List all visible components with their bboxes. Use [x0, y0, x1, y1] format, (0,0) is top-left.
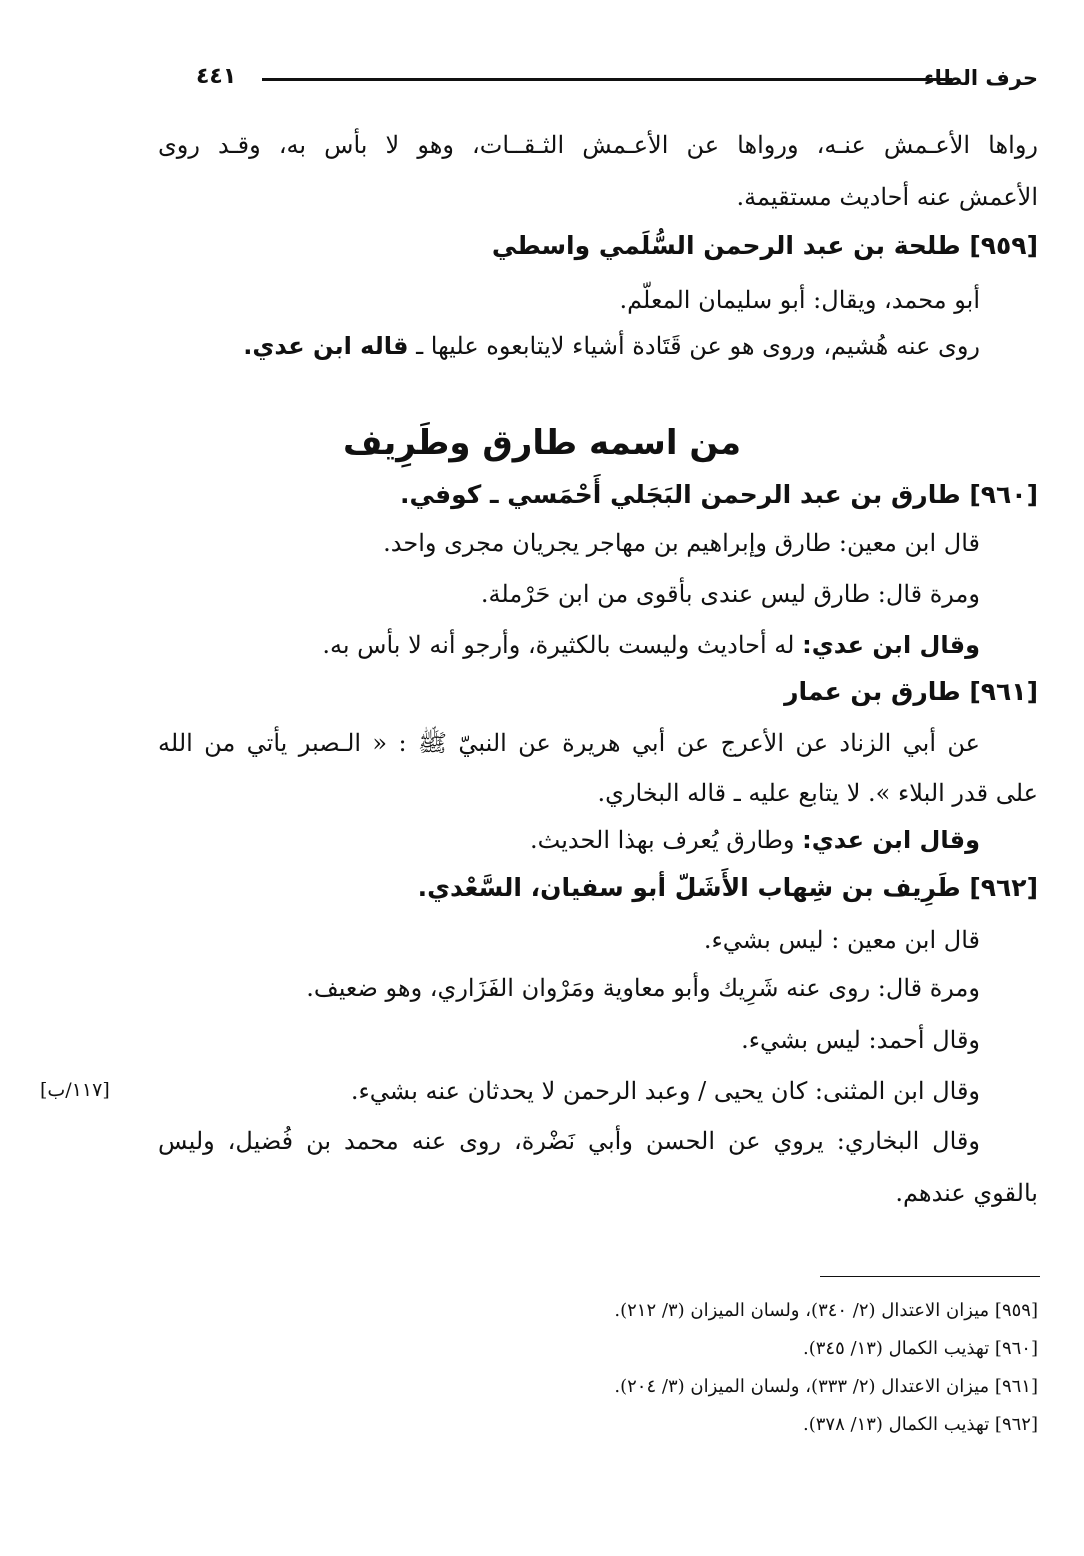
page-number: ٤٤١ — [196, 64, 237, 89]
entry-962-line-6: بالقوي عندهم. — [895, 1179, 1038, 1207]
footnote-rule — [820, 1276, 1040, 1277]
entry-960-title: [٩٦٠] طارق بن عبد الرحمن البَجَلي أَحْمَسي ـ كوفي. — [399, 480, 1038, 509]
entry-960-line-2: ومرة قال: طارق ليس عندى بأقوى من ابن حَرْملة. — [480, 580, 980, 608]
entry-959-line-1: أبو محمد، ويقال: أبو سليمان المعلّم. — [619, 286, 980, 314]
footnote-961: [٩٦١] ميزان الاعتدال (٢/ ٣٣٣)، ولسان الميزان (٣/ ٢٠٤). — [614, 1376, 1038, 1397]
entry-961-line-3-text: وطارق يُعرف بهذا الحديث. — [530, 826, 795, 854]
manuscript-folio-note: [١١٧/ب] — [40, 1079, 110, 1101]
entry-962-line-1: قال ابن معين : ليس بشيء. — [703, 926, 980, 954]
entry-959-line-2 — [243, 329, 980, 363]
entry-962-title: [٩٦٢] طَرِيف بن شِهاب الأَشَلّ أبو سفيان، السَّعْدي. — [417, 873, 1038, 902]
entry-961-line-3 — [530, 823, 980, 857]
entry-961-line-2: على قدر البلاء ». لا يتابع عليه ـ قاله البخاري. — [597, 779, 1038, 807]
entry-960-line-3 — [322, 628, 980, 662]
running-header-title: حرف الطاء — [923, 66, 1038, 90]
footnote-959: [٩٥٩] ميزان الاعتدال (٢/ ٣٤٠)، ولسان الميزان (٣/ ٢١٢). — [614, 1300, 1038, 1321]
entry-961-line-3-label: وقال ابن عدي: — [802, 826, 980, 854]
entry-960-line-1: قال ابن معين: طارق وإبراهيم بن مهاجر يجريان مجرى واحد. — [383, 529, 980, 557]
entry-959-title: [٩٥٩] طلحة بن عبد الرحمن السُّلَمي واسطي — [491, 231, 1038, 260]
entry-959-line-2-text: روى عنه هُشيم، وروى هو عن قَتَادة أشياء لايتابعوه عليها ـ — [416, 332, 980, 360]
entry-959-attribution: قاله ابن عدي. — [243, 332, 409, 360]
entry-962-line-3: وقال أحمد: ليس بشيء. — [741, 1026, 980, 1054]
entry-961-line-1: عن أبي الزناد عن الأعرج عن أبي هريرة عن النبيّ ﷺ : « الـصبر يأتي من الله — [158, 729, 980, 757]
entry-960-line-3-text: له أحاديث وليست بالكثيرة، وأرجو أنه لا بأس به. — [322, 631, 795, 659]
header-rule — [262, 78, 952, 81]
entry-962-line-2: ومرة قال: روى عنه شَرِيك وأبو معاوية ومَرْوان الفَزَاري، وهو ضعيف. — [306, 974, 980, 1002]
entry-960-line-3-label: وقال ابن عدي: — [802, 631, 980, 659]
intro-line-1: رواها الأعـمش عنـه، ورواها عن الأعـمش الثـقــات، وهو لا بأس به، وقـد روى — [158, 131, 1038, 159]
footnote-960: [٩٦٠] تهذيب الكمال (١٣/ ٣٤٥). — [803, 1338, 1038, 1359]
entry-962-line-4: وقال ابن المثنى: كان يحيى / وعبد الرحمن لا يحدثان عنه بشيء. — [350, 1077, 980, 1105]
section-heading: من اسمه طارق وطَرِيف — [343, 423, 741, 463]
entry-961-title: [٩٦١] طارق بن عمار — [784, 677, 1038, 706]
intro-line-2: الأعمش عنه أحاديث مستقيمة. — [736, 183, 1038, 211]
entry-962-line-5: وقال البخاري: يروي عن الحسن وأبي نَضْرة، روى عنه محمد بن فُضيل، وليس — [158, 1127, 980, 1155]
footnote-962: [٩٦٢] تهذيب الكمال (١٣/ ٣٧٨). — [803, 1414, 1038, 1435]
